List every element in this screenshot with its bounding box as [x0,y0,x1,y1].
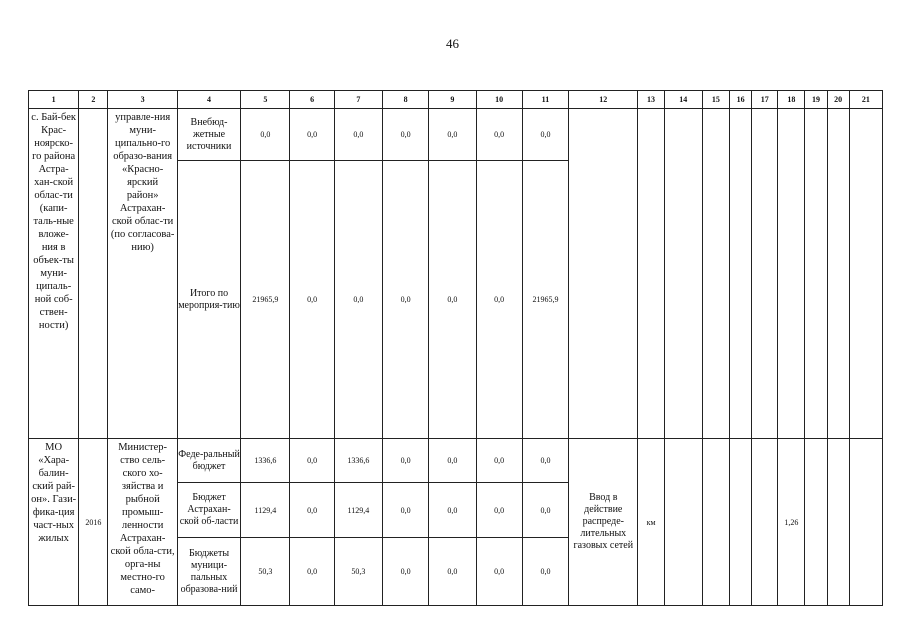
executor-cell: управле-ния муни-ципально-го образо-вания «Красно-ярский район» Астрахан-ской облас-ти (по согласова-нию) [108,109,177,439]
header-cell: 17 [752,91,778,109]
page-number: 46 [446,36,459,51]
empty-cell [827,439,849,606]
value-cell: 0,0 [383,483,429,538]
table-row [29,109,883,161]
value-cell: 0,0 [522,109,568,161]
value-cell: 1129,4 [334,483,382,538]
header-cell: 13 [638,91,664,109]
header-row [29,91,883,109]
value-cell: 1336,6 [241,439,290,483]
value-cell: 0,0 [290,161,334,439]
header-cell: 3 [108,91,177,109]
empty-cell [778,109,805,439]
header-cell: 11 [522,91,568,109]
empty-cell [805,439,827,606]
header-cell: 4 [177,91,240,109]
value-cell: 0,0 [383,109,429,161]
header-cell: 14 [664,91,702,109]
value-cell: 1336,6 [334,439,382,483]
empty-cell [849,109,882,439]
value-cell: 0,0 [383,538,429,606]
executor-cell: Министер-ство сель-ского хо-зяйства и рыбной промыш-ленности Астрахан-ской обла-сти, орга-ны местно-го само- [108,439,177,606]
table-row [29,439,883,483]
empty-cell [730,439,752,606]
funding-source-cell: Внебюд-жетные источники [177,109,240,161]
header-cell: 8 [383,91,429,109]
header-cell: 15 [702,91,729,109]
year-cell: 2016 [79,439,108,606]
result-cell: Ввод в действие распреде-лительных газовых сетей [569,439,638,606]
value-cell: 0,0 [290,483,334,538]
header-cell: 1 [29,91,79,109]
header-cell: 18 [778,91,805,109]
value-cell: 50,3 [334,538,382,606]
unit-cell: км [638,439,664,606]
value-cell: 0,0 [383,161,429,439]
empty-cell [827,109,849,439]
value-cell: 0,0 [476,439,522,483]
value-cell: 0,0 [476,483,522,538]
value-cell: 0,0 [476,161,522,439]
value-cell: 50,3 [241,538,290,606]
empty-cell [638,109,664,439]
empty-cell [702,439,729,606]
empty-cell [664,439,702,606]
value-cell: 0,0 [522,538,568,606]
empty-cell [752,439,778,606]
header-cell: 7 [334,91,382,109]
value-cell: 0,0 [383,439,429,483]
value-cell: 0,0 [476,538,522,606]
funding-source-cell: Феде-ральный бюджет [177,439,240,483]
value-cell: 0,0 [429,439,476,483]
year-cell [79,109,108,439]
value-cell: 0,0 [429,161,476,439]
value-cell: 21965,9 [241,161,290,439]
header-cell: 5 [241,91,290,109]
empty-cell [849,439,882,606]
header-cell: 12 [569,91,638,109]
value-cell: 0,0 [334,109,382,161]
result-cell [569,109,638,439]
value-cell: 0,0 [334,161,382,439]
empty-cell [752,109,778,439]
value-cell: 0,0 [290,538,334,606]
funding-source-cell: Бюджет Астрахан-ской об-ласти [177,483,240,538]
value-cell: 21965,9 [522,161,568,439]
value-cell: 1,26 [778,439,805,606]
value-cell: 0,0 [429,483,476,538]
value-cell: 0,0 [290,109,334,161]
location-cell: с. Бай-бек Крас-ноярско-го района Астра-хан-ской облас-ти (капи-таль-ные вложе-ния в объек-ты муни-ципаль-ной соб-ствен-ности) [29,109,79,439]
value-cell: 0,0 [241,109,290,161]
funding-source-cell: Бюджеты муници-пальных образова-ний [177,538,240,606]
header-cell: 9 [429,91,476,109]
header-cell: 2 [79,91,108,109]
header-cell: 10 [476,91,522,109]
header-cell: 19 [805,91,827,109]
empty-cell [702,109,729,439]
header-cell: 20 [827,91,849,109]
empty-cell [664,109,702,439]
location-cell: МО «Хара-балин-ский рай-он». Гази-фика-ция част-ных жилых [29,439,79,606]
value-cell: 1129,4 [241,483,290,538]
empty-cell [730,109,752,439]
value-cell: 0,0 [476,109,522,161]
value-cell: 0,0 [522,439,568,483]
header-cell: 6 [290,91,334,109]
data-table [28,90,883,606]
value-cell: 0,0 [290,439,334,483]
value-cell: 0,0 [522,483,568,538]
funding-source-cell: Итого по мероприя-тию [177,161,240,439]
value-cell: 0,0 [429,538,476,606]
header-cell: 16 [730,91,752,109]
header-cell: 21 [849,91,882,109]
value-cell: 0,0 [429,109,476,161]
empty-cell [805,109,827,439]
